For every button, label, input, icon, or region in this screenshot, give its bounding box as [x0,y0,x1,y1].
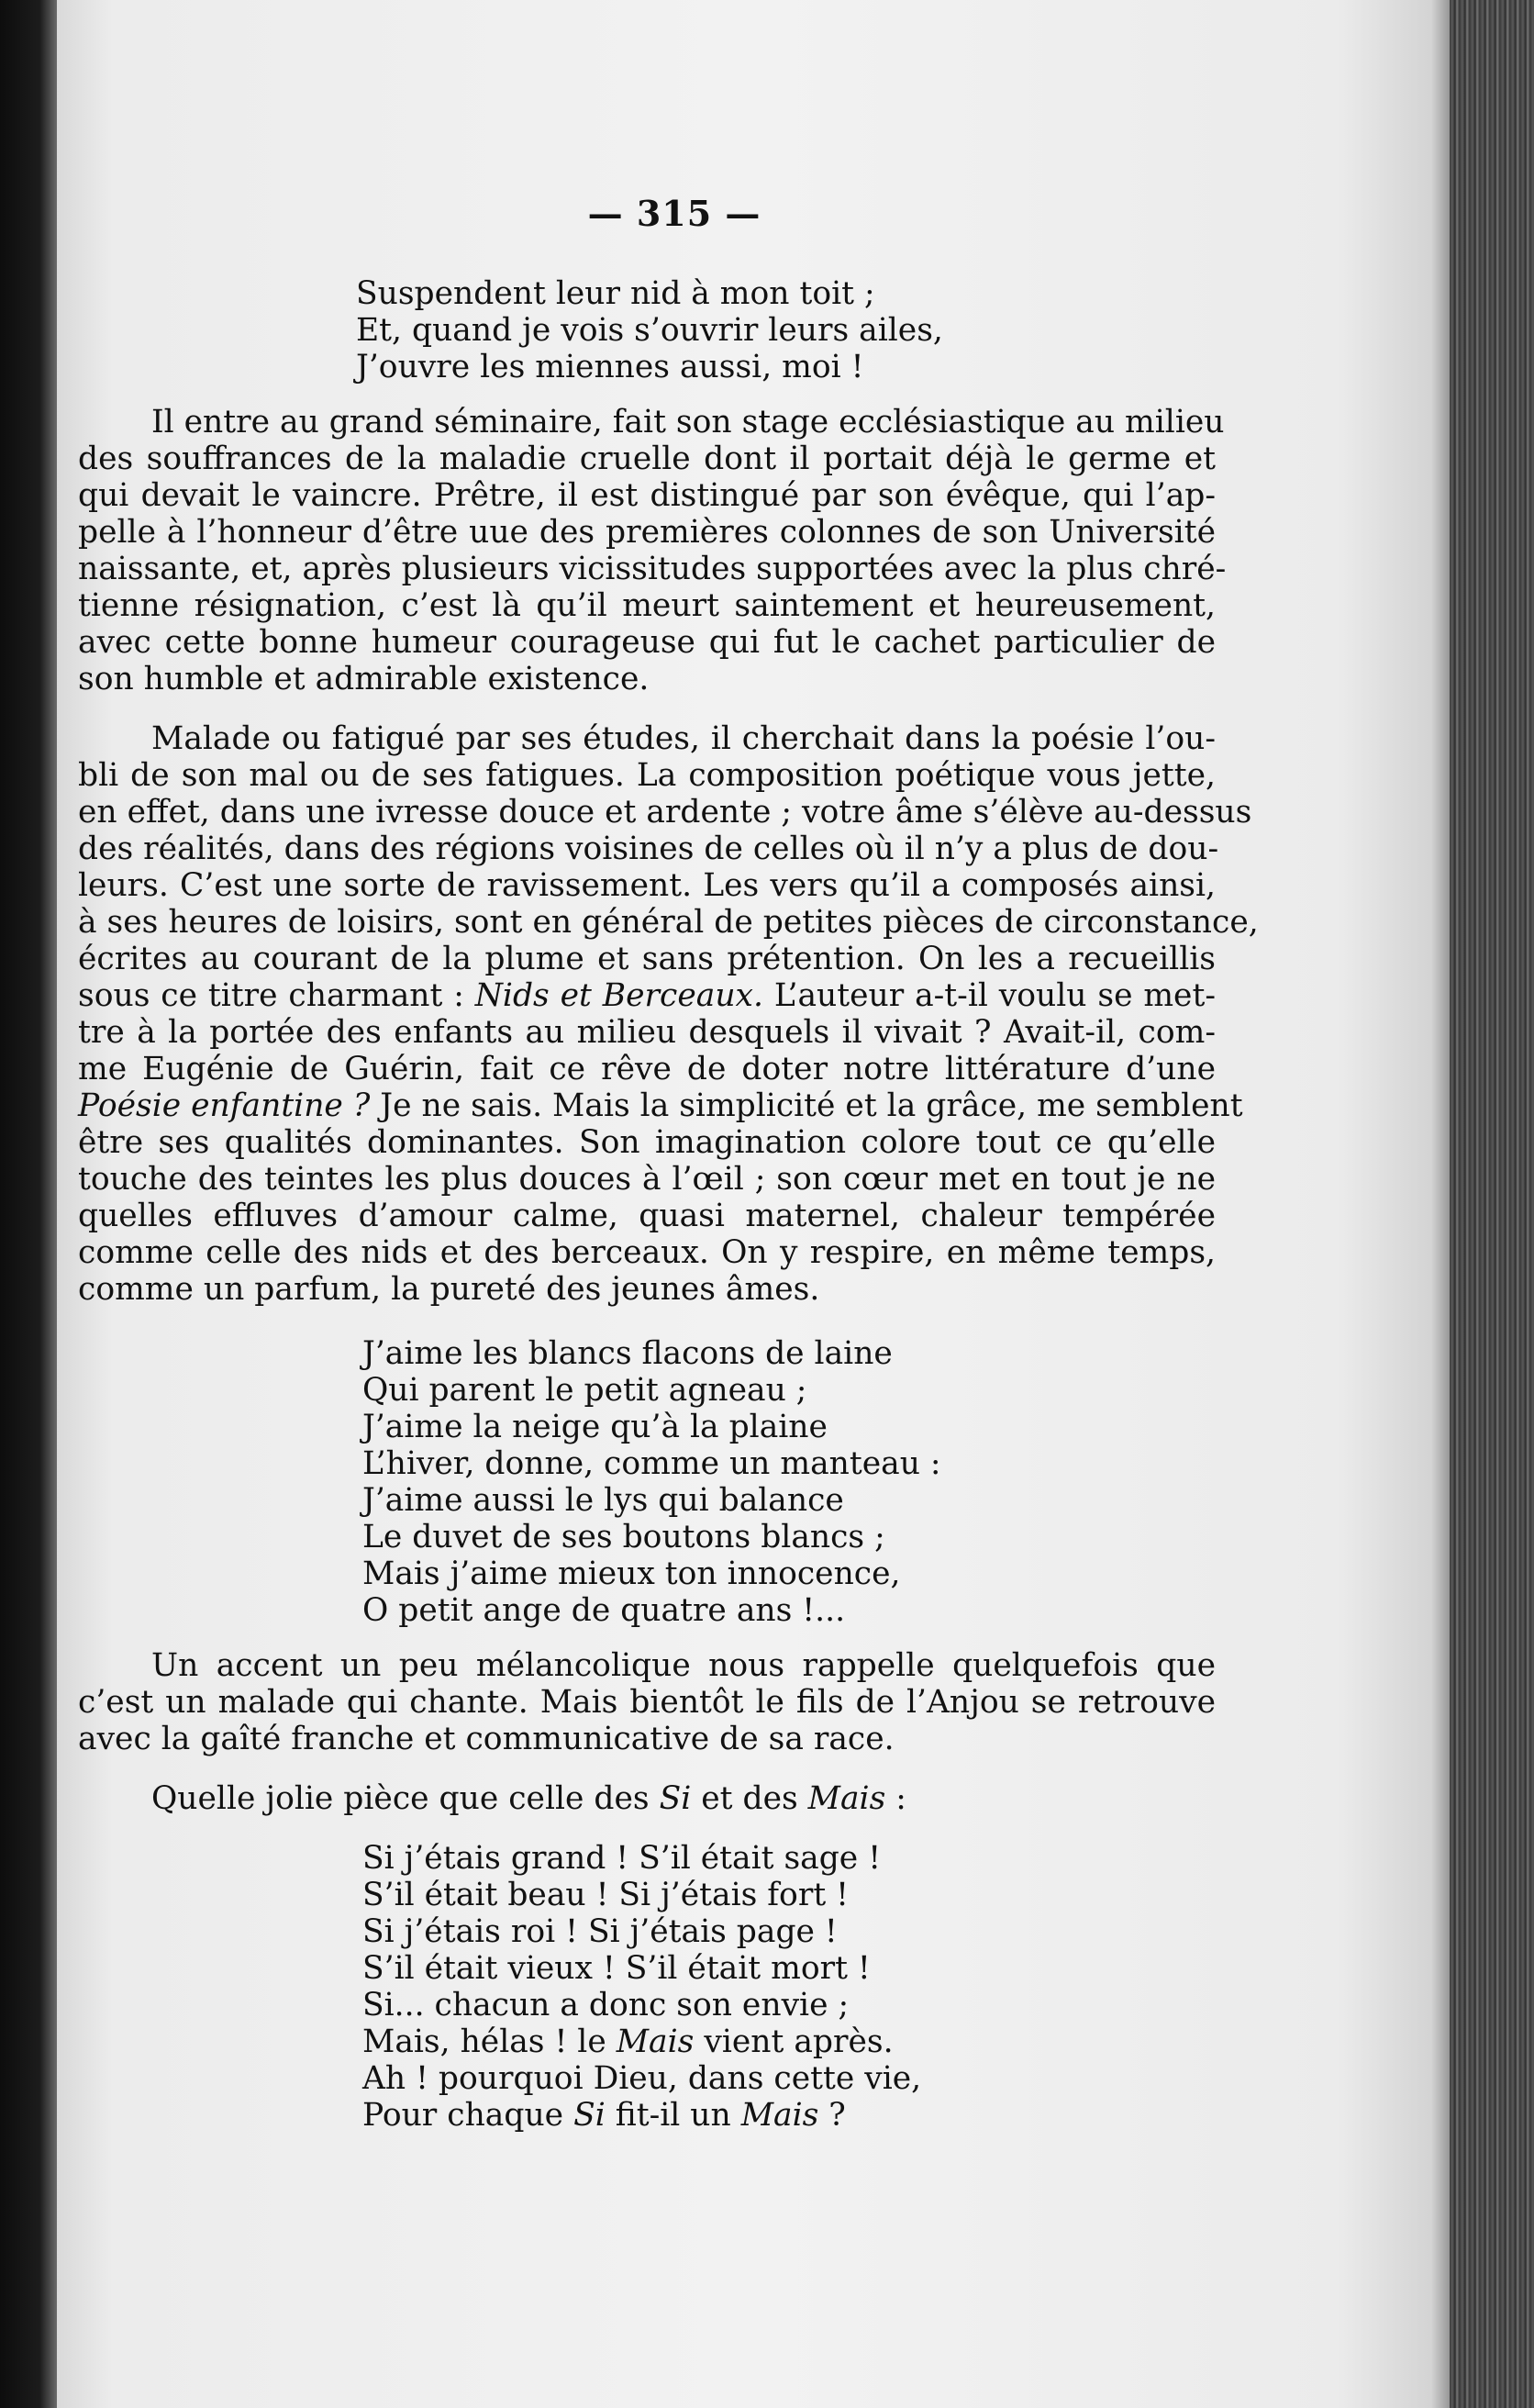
verse-line: J’aime la neige qu’à la plaine [362,1409,828,1445]
text-line: bli de son mal ou de ses fatigues. La composition poétique vous jette, [78,757,1216,794]
book-page-edges [1450,0,1534,2408]
text-line [78,1087,1243,1124]
verse-line: Et, quand je vois s’ouvrir leurs ailes, [356,312,943,349]
verse-line: J’aime aussi le lys qui balance [362,1482,844,1519]
text-fragment: : [885,1780,906,1817]
word-italic: Mais [740,2097,819,2134]
text-line: avec la gaîté franche et communicative de sa race. [78,1721,895,1757]
book-title-italic: Nids et Berceaux. [474,977,763,1014]
verse-line: Qui parent le petit agneau ; [362,1372,807,1409]
text-fragment: Quelle jolie pièce que celle des [151,1780,660,1817]
word-italic: Si [573,2097,606,2134]
text-fragment: L’auteur a-t-il voulu se met- [762,977,1216,1014]
paragraph-melancholy [78,1647,1216,1757]
text-line: tre à la portée des enfants au milieu desquels il vivait ? Avait-il, com- [78,1014,1216,1051]
verse-line: L’hiver, donne, comme un manteau : [362,1445,941,1482]
verse-line: O petit ange de quatre ans !... [362,1592,846,1629]
paragraph-seminary [78,404,1227,697]
text-line [78,977,1216,1014]
verse-line: Si j’étais grand ! S’il était sage ! [362,1840,882,1877]
text-line: être ses qualités dominantes. Son imagination colore tout ce qu’elle [78,1124,1216,1161]
text-line [78,1780,1216,1817]
text-line: écrites au courant de la plume et sans prétention. On les a recueillis [78,941,1216,977]
text-fragment: et des [691,1780,808,1817]
paragraph-si-mais [78,1780,1216,1817]
word-italic: Mais [616,2023,695,2060]
verse-line: J’ouvre les miennes aussi, moi ! [356,349,864,385]
text-line: touche des teintes les plus douces à l’œil ; son cœur met en tout je ne [78,1161,1216,1198]
text-line: c’est un malade qui chante. Mais bientôt le fils de l’Anjou se retrouve [78,1684,1216,1721]
text-line: naissante, et, après plusieurs vicissitudes supportées avec la plus chré- [78,551,1227,587]
verse-line: S’il était beau ! Si j’étais fort ! [362,1877,850,1913]
text-fragment: fit-il un [605,2097,741,2134]
text-line: des réalités, dans des régions voisines de celles où il n’y a plus de dou- [78,831,1219,867]
text-fragment: sous ce titre charmant : [78,977,475,1014]
text-line: en effet, dans une ivresse douce et ardente ; votre âme s’élève au-dessus [78,794,1252,831]
verse-line: Le duvet de ses boutons blancs ; [362,1519,885,1555]
text-line: comme celle des nids et des berceaux. On y respire, en même temps, [78,1234,1216,1271]
text-line: avec cette bonne humeur courageuse qui fut le cachet particulier de [78,624,1216,661]
scan-left-margin [0,0,57,2408]
verse-line: Mais j’aime mieux ton innocence, [362,1555,901,1592]
text-line: à ses heures de loisirs, sont en général de petites pièces de circonstance, [78,904,1259,941]
verse-line: Si j’étais roi ! Si j’étais page ! [362,1913,838,1950]
verse-line: J’aime les blancs flacons de laine [362,1335,893,1372]
verse-si-mais [362,1840,921,2134]
word-italic: Si [659,1780,692,1817]
verse-line [362,2023,921,2060]
text-fragment: vient après. [694,2023,894,2060]
verse-line [362,2097,921,2134]
page-number: — 315 — [587,193,761,234]
text-line: tienne résignation, c’est là qu’il meurt saintement et heureusement, [78,587,1216,624]
text-fragment: Mais, hélas ! le [362,2023,617,2060]
text-line: pelle à l’honneur d’être uue des premières colonnes de son Université [78,514,1216,551]
verse-line: S’il était vieux ! S’il était mort ! [362,1950,871,1987]
word-italic: Mais [807,1780,886,1817]
verse-line: Suspendent leur nid à mon toit ; [356,275,875,312]
text-line: comme un parfum, la pureté des jeunes âmes. [78,1271,820,1308]
text-fragment: ? [818,2097,846,2134]
text-line: leurs. C’est une sorte de ravissement. Les vers qu’il a composés ainsi, [78,867,1216,904]
paragraph-poetry [78,720,1259,1308]
text-line: Il entre au grand séminaire, fait son stage ecclésiastique au milieu [151,404,1225,440]
verse-line: Si... chacun a donc son envie ; [362,1987,850,2023]
text-fragment: Je ne sais. Mais la simplicité et la grâce, me semblent [370,1087,1243,1124]
text-line: qui devait le vaincre. Prêtre, il est distingué par son évêque, qui l’ap- [78,477,1216,514]
text-line: Un accent un peu mélancolique nous rappelle quelquefois que [151,1647,1216,1684]
text-line: son humble et admirable existence. [78,661,650,697]
text-line: quelles effluves d’amour calme, quasi maternel, chaleur tempérée [78,1198,1216,1234]
verse-innocence [362,1335,941,1629]
text-fragment: Pour chaque [362,2097,574,2134]
text-line: des souffrances de la maladie cruelle dont il portait déjà le germe et [78,440,1216,477]
text-line: me Eugénie de Guérin, fait ce rêve de doter notre littérature d’une [78,1051,1216,1087]
text-line: Malade ou fatigué par ses études, il cherchait dans la poésie l’ou- [151,720,1216,757]
title-italic: Poésie enfantine ? [78,1087,371,1124]
verse-opening [356,275,943,385]
verse-line: Ah ! pourquoi Dieu, dans cette vie, [362,2060,922,2097]
